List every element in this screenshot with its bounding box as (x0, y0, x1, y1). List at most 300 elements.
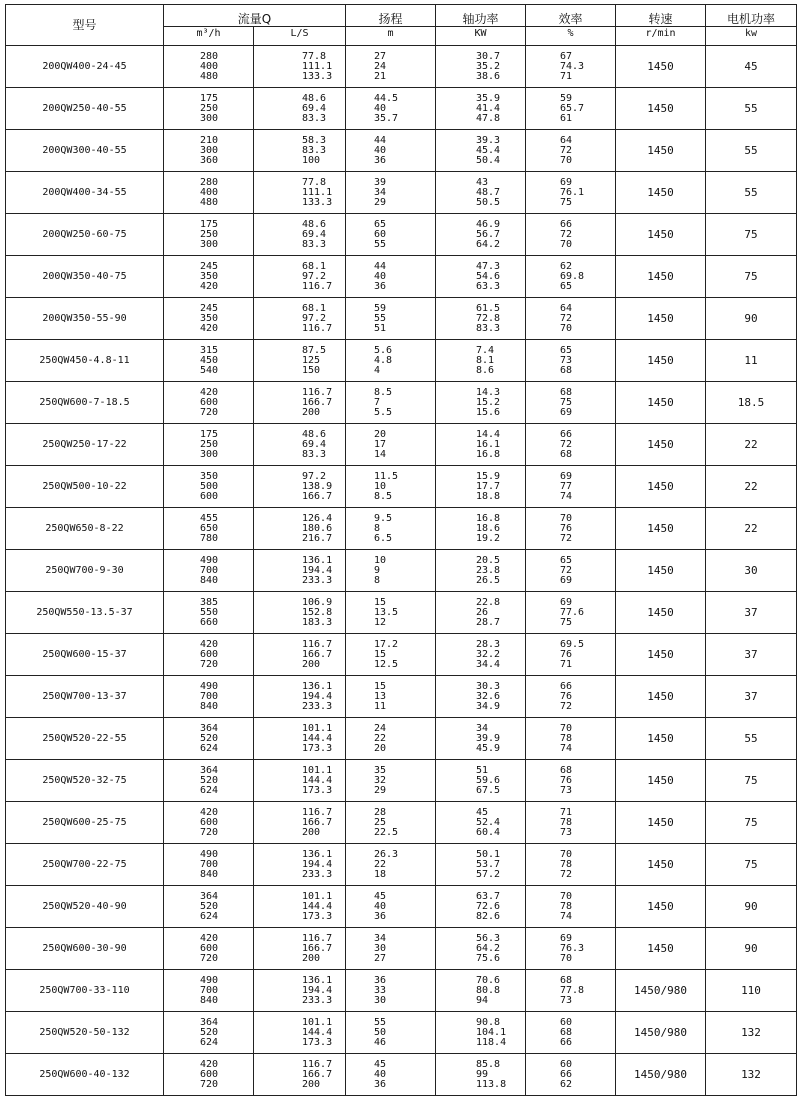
shaft-power-cell-value: 104.1 (476, 1026, 507, 1038)
shaft-power-cell (436, 466, 526, 508)
header-shaft-power: 轴功率 (436, 5, 526, 27)
efficiency-cell-value: 65 (560, 344, 573, 356)
flow-ls-cell-value: 125 (302, 354, 321, 366)
lift-cell (346, 214, 436, 256)
table-row (6, 256, 797, 298)
efficiency-cell-value: 70 (560, 322, 573, 334)
lift-cell-value: 15 (374, 596, 387, 608)
shaft-power-cell (436, 256, 526, 298)
table-row (6, 1012, 797, 1054)
lift-cell-value: 44.5 (374, 92, 399, 104)
efficiency-cell (526, 1054, 616, 1096)
flow-ls-cell (254, 970, 346, 1012)
flow-ls-cell-value: 83.3 (302, 112, 327, 124)
shaft-power-cell-value: 14.3 (476, 386, 501, 398)
shaft-power-cell-value: 7.4 (476, 344, 495, 356)
motor-power-cell: 75 (706, 844, 797, 886)
shaft-power-cell-value: 56.3 (476, 932, 501, 944)
flow-ls-cell-value: 69.4 (302, 102, 327, 114)
header-flow-ls: L/S (254, 27, 346, 46)
efficiency-cell (526, 172, 616, 214)
lift-cell-value: 4.8 (374, 354, 393, 366)
flow-m3h-cell-value: 490 (200, 848, 219, 860)
model-cell: 200QW350-40-75 (6, 256, 164, 298)
motor-power-cell: 90 (706, 886, 797, 928)
lift-cell-value: 39 (374, 176, 387, 188)
lift-cell-value: 21 (374, 70, 387, 82)
flow-ls-cell-value: 97.2 (302, 270, 327, 282)
efficiency-cell-value: 69 (560, 932, 573, 944)
shaft-power-cell-value: 35.9 (476, 92, 501, 104)
speed-cell: 1450 (616, 424, 706, 466)
lift-cell-value: 55 (374, 238, 387, 250)
shaft-power-cell-value: 39.3 (476, 134, 501, 146)
flow-m3h-cell (164, 760, 254, 802)
flow-m3h-cell-value: 720 (200, 406, 219, 418)
speed-cell: 1450/980 (616, 1054, 706, 1096)
flow-ls-cell (254, 676, 346, 718)
model-cell: 250QW520-22-55 (6, 718, 164, 760)
flow-ls-cell-value: 111.1 (302, 186, 333, 198)
efficiency-cell-value: 72 (560, 564, 573, 576)
motor-power-cell: 75 (706, 802, 797, 844)
efficiency-cell-value: 66 (560, 218, 573, 230)
flow-ls-cell-value: 166.7 (302, 1068, 333, 1080)
shaft-power-cell-value: 15.9 (476, 470, 501, 482)
efficiency-cell-value: 70 (560, 848, 573, 860)
efficiency-cell-value: 78 (560, 732, 573, 744)
shaft-power-cell-value: 64.2 (476, 238, 501, 250)
shaft-power-cell (436, 424, 526, 466)
shaft-power-cell-value: 45 (476, 806, 489, 818)
flow-ls-cell (254, 424, 346, 466)
shaft-power-cell-value: 8.1 (476, 354, 495, 366)
flow-ls-cell (254, 718, 346, 760)
flow-ls-cell (254, 634, 346, 676)
flow-m3h-cell (164, 424, 254, 466)
flow-m3h-cell (164, 172, 254, 214)
shaft-power-cell (436, 130, 526, 172)
lift-cell-value: 40 (374, 144, 387, 156)
efficiency-cell-value: 70 (560, 512, 573, 524)
flow-m3h-cell (164, 718, 254, 760)
speed-cell: 1450 (616, 88, 706, 130)
efficiency-cell (526, 340, 616, 382)
shaft-power-cell (436, 298, 526, 340)
header-lift-unit: m (346, 27, 436, 46)
shaft-power-cell-value: 83.3 (476, 322, 501, 334)
lift-cell-value: 17 (374, 438, 387, 450)
efficiency-cell-value: 69 (560, 176, 573, 188)
efficiency-cell-value: 72 (560, 144, 573, 156)
flow-m3h-cell-value: 300 (200, 238, 219, 250)
flow-m3h-cell (164, 550, 254, 592)
lift-cell-value: 36 (374, 1078, 387, 1090)
shaft-power-cell-value: 47.8 (476, 112, 501, 124)
lift-cell (346, 46, 436, 88)
lift-cell-value: 11.5 (374, 470, 399, 482)
motor-power-cell: 55 (706, 172, 797, 214)
shaft-power-cell-value: 63.3 (476, 280, 501, 292)
shaft-power-cell-value: 70.6 (476, 974, 501, 986)
lift-cell (346, 634, 436, 676)
flow-ls-cell-value: 133.3 (302, 70, 333, 82)
flow-ls-cell (254, 1012, 346, 1054)
flow-m3h-cell-value: 420 (200, 806, 219, 818)
flow-m3h-cell-value: 600 (200, 1068, 219, 1080)
model-cell: 250QW520-50-132 (6, 1012, 164, 1054)
flow-ls-cell-value: 144.4 (302, 1026, 333, 1038)
lift-cell-value: 29 (374, 784, 387, 796)
lift-cell (346, 1054, 436, 1096)
efficiency-cell-value: 72 (560, 700, 573, 712)
flow-ls-cell-value: 194.4 (302, 690, 333, 702)
lift-cell-value: 59 (374, 302, 387, 314)
flow-ls-cell (254, 760, 346, 802)
shaft-power-cell-value: 14.4 (476, 428, 501, 440)
flow-m3h-cell-value: 650 (200, 522, 219, 534)
lift-cell-value: 27 (374, 952, 387, 964)
shaft-power-cell (436, 760, 526, 802)
motor-power-cell: 55 (706, 130, 797, 172)
efficiency-cell-value: 76 (560, 690, 573, 702)
efficiency-cell-value: 66 (560, 1068, 573, 1080)
flow-m3h-cell-value: 840 (200, 700, 219, 712)
lift-cell-value: 20 (374, 742, 387, 754)
lift-cell (346, 508, 436, 550)
flow-m3h-cell-value: 420 (200, 280, 219, 292)
flow-m3h-cell-value: 600 (200, 396, 219, 408)
flow-ls-cell-value: 166.7 (302, 816, 333, 828)
shaft-power-cell-value: 34.9 (476, 700, 501, 712)
shaft-power-cell (436, 550, 526, 592)
table-row (6, 634, 797, 676)
speed-cell: 1450 (616, 214, 706, 256)
flow-m3h-cell-value: 700 (200, 858, 219, 870)
flow-ls-cell-value: 144.4 (302, 732, 333, 744)
speed-cell: 1450 (616, 508, 706, 550)
efficiency-cell-value: 76 (560, 648, 573, 660)
flow-m3h-cell (164, 130, 254, 172)
flow-m3h-cell (164, 256, 254, 298)
flow-m3h-cell (164, 886, 254, 928)
flow-m3h-cell (164, 676, 254, 718)
lift-cell (346, 256, 436, 298)
flow-ls-cell-value: 144.4 (302, 900, 333, 912)
flow-m3h-cell-value: 520 (200, 1026, 219, 1038)
lift-cell-value: 55 (374, 312, 387, 324)
flow-m3h-cell (164, 970, 254, 1012)
flow-m3h-cell (164, 928, 254, 970)
flow-m3h-cell-value: 520 (200, 774, 219, 786)
lift-cell-value: 36 (374, 154, 387, 166)
shaft-power-cell-value: 30.7 (476, 50, 501, 62)
efficiency-cell-value: 60 (560, 1058, 573, 1070)
shaft-power-cell-value: 50.4 (476, 154, 501, 166)
flow-m3h-cell-value: 480 (200, 196, 219, 208)
efficiency-cell (526, 508, 616, 550)
shaft-power-cell-value: 22.8 (476, 596, 501, 608)
table-row (6, 424, 797, 466)
lift-cell-value: 8 (374, 574, 381, 586)
flow-m3h-cell-value: 364 (200, 764, 219, 776)
lift-cell (346, 718, 436, 760)
efficiency-cell (526, 844, 616, 886)
model-cell: 250QW250-17-22 (6, 424, 164, 466)
motor-power-cell: 11 (706, 340, 797, 382)
model-cell: 250QW520-40-90 (6, 886, 164, 928)
flow-ls-cell-value: 136.1 (302, 680, 333, 692)
model-cell: 250QW650-8-22 (6, 508, 164, 550)
speed-cell: 1450 (616, 382, 706, 424)
lift-cell-value: 25 (374, 816, 387, 828)
lift-cell-value: 40 (374, 1068, 387, 1080)
flow-ls-cell (254, 88, 346, 130)
flow-m3h-cell-value: 780 (200, 532, 219, 544)
efficiency-cell (526, 550, 616, 592)
flow-ls-cell-value: 116.7 (302, 638, 333, 650)
flow-m3h-cell-value: 840 (200, 994, 219, 1006)
shaft-power-cell-value: 75.6 (476, 952, 501, 964)
lift-cell-value: 44 (374, 260, 387, 272)
shaft-power-cell (436, 718, 526, 760)
efficiency-cell-value: 72 (560, 438, 573, 450)
flow-ls-cell-value: 87.5 (302, 344, 327, 356)
efficiency-cell-value: 69.8 (560, 270, 585, 282)
shaft-power-cell-value: 82.6 (476, 910, 501, 922)
lift-cell (346, 1012, 436, 1054)
shaft-power-cell (436, 1054, 526, 1096)
shaft-power-cell-value: 53.7 (476, 858, 501, 870)
shaft-power-cell-value: 8.6 (476, 364, 495, 376)
speed-cell: 1450 (616, 466, 706, 508)
flow-m3h-cell-value: 500 (200, 480, 219, 492)
motor-power-cell: 55 (706, 88, 797, 130)
motor-power-cell: 37 (706, 676, 797, 718)
speed-cell: 1450 (616, 46, 706, 88)
shaft-power-cell (436, 88, 526, 130)
model-cell: 250QW500-10-22 (6, 466, 164, 508)
flow-m3h-cell (164, 634, 254, 676)
speed-cell: 1450 (616, 844, 706, 886)
shaft-power-cell-value: 38.6 (476, 70, 501, 82)
flow-ls-cell-value: 173.3 (302, 742, 333, 754)
flow-ls-cell-value: 200 (302, 406, 321, 418)
flow-m3h-cell-value: 350 (200, 312, 219, 324)
flow-ls-cell-value: 136.1 (302, 974, 333, 986)
header-flow: 流量Q (164, 5, 346, 27)
motor-power-cell: 22 (706, 466, 797, 508)
lift-cell-value: 8.5 (374, 386, 393, 398)
lift-cell-value: 5.5 (374, 406, 393, 418)
lift-cell-value: 12.5 (374, 658, 399, 670)
flow-m3h-cell-value: 490 (200, 680, 219, 692)
flow-ls-cell-value: 116.7 (302, 280, 333, 292)
efficiency-cell (526, 970, 616, 1012)
lift-cell-value: 12 (374, 616, 387, 628)
flow-ls-cell-value: 150 (302, 364, 321, 376)
efficiency-cell-value: 60 (560, 1016, 573, 1028)
lift-cell-value: 45 (374, 1058, 387, 1070)
flow-m3h-cell (164, 508, 254, 550)
flow-ls-cell (254, 886, 346, 928)
efficiency-cell-value: 65 (560, 280, 573, 292)
flow-m3h-cell-value: 364 (200, 722, 219, 734)
flow-m3h-cell-value: 420 (200, 386, 219, 398)
lift-cell-value: 46 (374, 1036, 387, 1048)
efficiency-cell-value: 70 (560, 238, 573, 250)
spec-table-body (6, 46, 797, 1096)
pump-spec-sheet (5, 4, 797, 1096)
shaft-power-cell-value: 64.2 (476, 942, 501, 954)
table-row (6, 46, 797, 88)
lift-cell (346, 550, 436, 592)
lift-cell (346, 970, 436, 1012)
efficiency-cell-value: 74 (560, 910, 573, 922)
flow-ls-cell-value: 173.3 (302, 910, 333, 922)
speed-cell: 1450 (616, 802, 706, 844)
efficiency-cell-value: 71 (560, 658, 573, 670)
flow-m3h-cell-value: 600 (200, 648, 219, 660)
shaft-power-cell-value: 47.3 (476, 260, 501, 272)
flow-m3h-cell-value: 540 (200, 364, 219, 376)
flow-ls-cell (254, 928, 346, 970)
flow-m3h-cell-value: 450 (200, 354, 219, 366)
flow-ls-cell-value: 48.6 (302, 92, 327, 104)
shaft-power-cell (436, 382, 526, 424)
model-cell: 200QW400-34-55 (6, 172, 164, 214)
speed-cell: 1450 (616, 760, 706, 802)
flow-ls-cell-value: 183.3 (302, 616, 333, 628)
flow-m3h-cell-value: 660 (200, 616, 219, 628)
motor-power-cell: 55 (706, 718, 797, 760)
shaft-power-cell-value: 30.3 (476, 680, 501, 692)
efficiency-cell-value: 68 (560, 1026, 573, 1038)
flow-m3h-cell-value: 300 (200, 448, 219, 460)
efficiency-cell-value: 73 (560, 994, 573, 1006)
flow-m3h-cell (164, 592, 254, 634)
flow-ls-cell (254, 508, 346, 550)
shaft-power-cell-value: 16.1 (476, 438, 501, 450)
flow-m3h-cell-value: 624 (200, 1036, 219, 1048)
flow-m3h-cell (164, 46, 254, 88)
flow-m3h-cell-value: 300 (200, 112, 219, 124)
motor-power-cell: 75 (706, 760, 797, 802)
shaft-power-cell (436, 802, 526, 844)
efficiency-cell (526, 886, 616, 928)
flow-ls-cell-value: 83.3 (302, 448, 327, 460)
efficiency-cell-value: 70 (560, 722, 573, 734)
speed-cell: 1450 (616, 550, 706, 592)
flow-m3h-cell-value: 364 (200, 1016, 219, 1028)
lift-cell-value: 50 (374, 1026, 387, 1038)
efficiency-cell (526, 382, 616, 424)
shaft-power-cell (436, 970, 526, 1012)
efficiency-cell (526, 214, 616, 256)
model-cell: 250QW600-7-18.5 (6, 382, 164, 424)
lift-cell (346, 676, 436, 718)
flow-m3h-cell-value: 700 (200, 984, 219, 996)
table-row (6, 466, 797, 508)
motor-power-cell: 132 (706, 1054, 797, 1096)
flow-ls-cell-value: 101.1 (302, 890, 333, 902)
shaft-power-cell-value: 48.7 (476, 186, 501, 198)
shaft-power-cell-value: 67.5 (476, 784, 501, 796)
flow-ls-cell-value: 101.1 (302, 722, 333, 734)
shaft-power-cell-value: 23.8 (476, 564, 501, 576)
flow-ls-cell-value: 101.1 (302, 764, 333, 776)
flow-m3h-cell-value: 420 (200, 322, 219, 334)
flow-ls-cell-value: 144.4 (302, 774, 333, 786)
shaft-power-cell (436, 634, 526, 676)
motor-power-cell: 37 (706, 634, 797, 676)
speed-cell: 1450 (616, 340, 706, 382)
flow-m3h-cell-value: 600 (200, 942, 219, 954)
shaft-power-cell-value: 51 (476, 764, 489, 776)
shaft-power-cell (436, 1012, 526, 1054)
flow-ls-cell-value: 166.7 (302, 396, 333, 408)
flow-ls-cell (254, 382, 346, 424)
table-row (6, 1054, 797, 1096)
lift-cell (346, 88, 436, 130)
flow-m3h-cell-value: 700 (200, 690, 219, 702)
shaft-power-cell-value: 72.8 (476, 312, 501, 324)
flow-ls-cell-value: 97.2 (302, 312, 327, 324)
shaft-power-cell-value: 32.6 (476, 690, 501, 702)
flow-ls-cell-value: 48.6 (302, 428, 327, 440)
shaft-power-cell-value: 20.5 (476, 554, 501, 566)
header-flow-m3h: m³/h (164, 27, 254, 46)
table-row (6, 508, 797, 550)
flow-m3h-cell-value: 420 (200, 1058, 219, 1070)
lift-cell-value: 44 (374, 134, 387, 146)
speed-cell: 1450 (616, 886, 706, 928)
efficiency-cell-value: 78 (560, 900, 573, 912)
flow-m3h-cell-value: 300 (200, 144, 219, 156)
model-cell: 250QW600-40-132 (6, 1054, 164, 1096)
efficiency-cell-value: 78 (560, 858, 573, 870)
flow-m3h-cell-value: 624 (200, 784, 219, 796)
model-cell: 250QW600-15-37 (6, 634, 164, 676)
flow-ls-cell-value: 152.8 (302, 606, 333, 618)
efficiency-cell-value: 69 (560, 574, 573, 586)
shaft-power-cell-value: 57.2 (476, 868, 501, 880)
flow-ls-cell-value: 77.8 (302, 176, 327, 188)
shaft-power-cell-value: 118.4 (476, 1036, 507, 1048)
shaft-power-cell-value: 28.7 (476, 616, 501, 628)
efficiency-cell-value: 68 (560, 364, 573, 376)
flow-ls-cell-value: 136.1 (302, 554, 333, 566)
lift-cell-value: 36 (374, 910, 387, 922)
shaft-power-cell (436, 172, 526, 214)
flow-m3h-cell (164, 844, 254, 886)
speed-cell: 1450 (616, 298, 706, 340)
table-row (6, 676, 797, 718)
shaft-power-cell-value: 80.8 (476, 984, 501, 996)
efficiency-cell-value: 74.3 (560, 60, 585, 72)
flow-ls-cell-value: 116.7 (302, 806, 333, 818)
lift-cell (346, 592, 436, 634)
efficiency-cell-value: 70 (560, 952, 573, 964)
lift-cell (346, 172, 436, 214)
efficiency-cell-value: 64 (560, 134, 573, 146)
table-row (6, 298, 797, 340)
lift-cell (346, 130, 436, 172)
speed-cell: 1450/980 (616, 1012, 706, 1054)
flow-m3h-cell-value: 720 (200, 826, 219, 838)
model-cell: 200QW400-24-45 (6, 46, 164, 88)
efficiency-cell-value: 76 (560, 774, 573, 786)
